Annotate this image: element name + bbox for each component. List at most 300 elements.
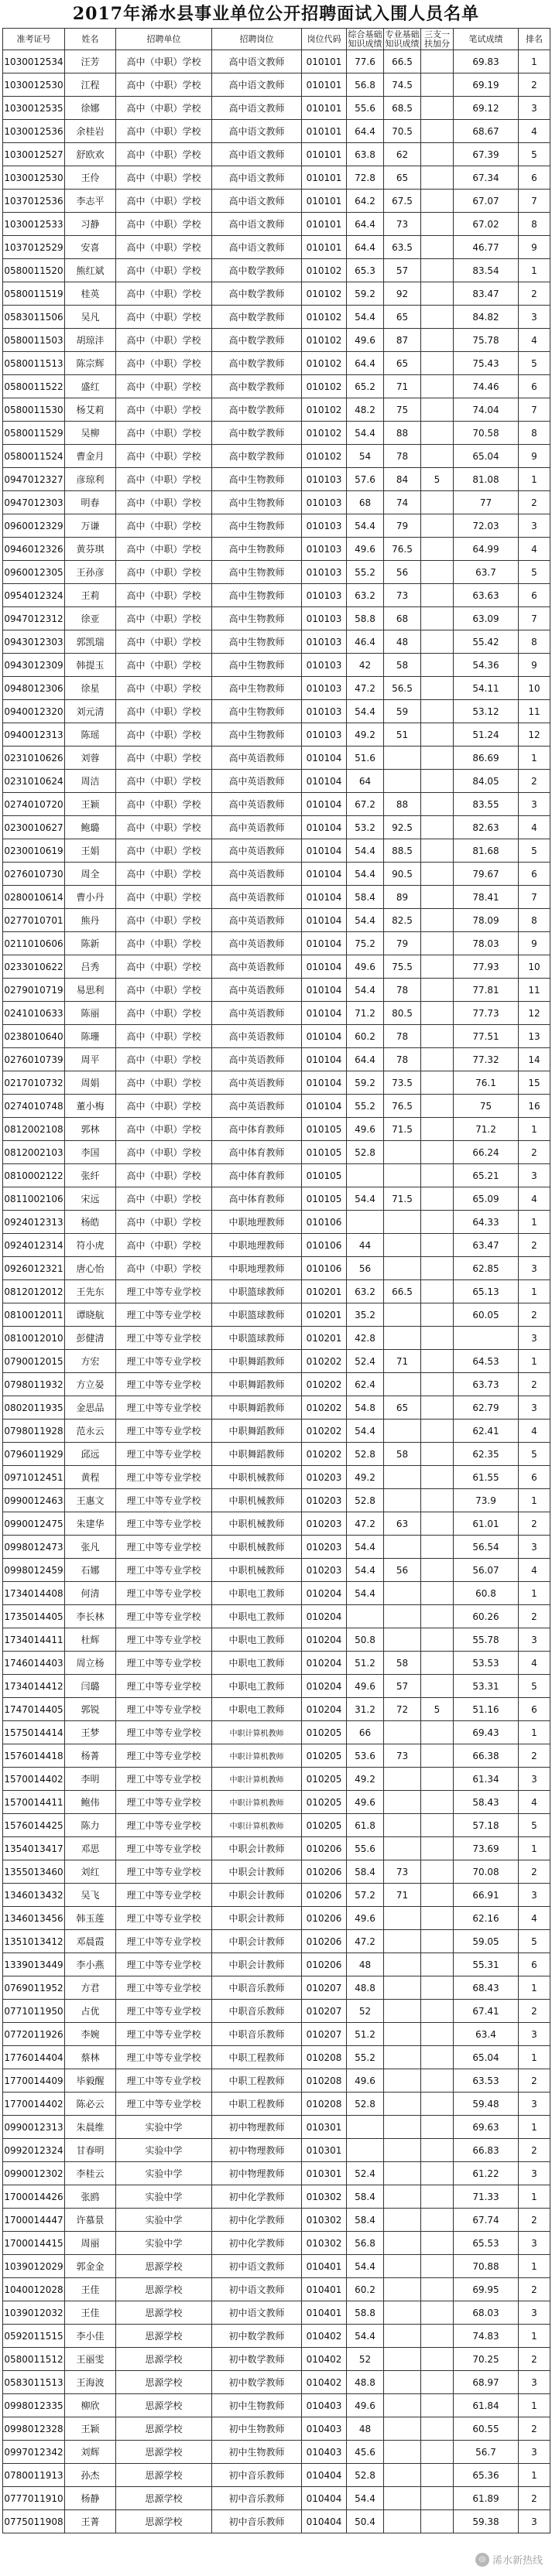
cell-position: 中职舞蹈教师 [212,1443,302,1466]
cell-professional-score [384,1164,421,1187]
cell-professional-score [384,1234,421,1257]
table-header-row [3,29,550,50]
cell-professional-score: 71.5 [384,1118,421,1141]
cell-position-code: 010208 [302,2069,347,2093]
cell-exam-id: 1030012530 [3,73,65,97]
cell-written-score: 77.93 [454,955,519,979]
table-row [3,561,550,584]
cell-rank: 4 [519,1420,550,1443]
cell-exam-id: 0790012015 [3,1350,65,1373]
cell-professional-score [384,2348,421,2371]
cell-bonus-points [421,770,454,793]
watermark-text: 浠水新热线 [492,2555,543,2567]
cell-name: 陈瑶 [65,723,116,746]
cell-general-score: 54.4 [347,700,384,723]
cell-position-code: 010104 [302,932,347,955]
cell-position: 中职机械教师 [212,1489,302,1512]
cell-general-score: 62.4 [347,1373,384,1396]
cell-name: 李志平 [65,190,116,213]
cell-exam-id: 0230010619 [3,839,65,863]
cell-written-score: 72.03 [454,514,519,538]
cell-exam-id: 0580011503 [3,329,65,352]
cell-employer: 高中（中职）学校 [116,143,212,166]
cell-position: 中职计算机教师 [212,1791,302,1814]
cell-bonus-points [421,677,454,700]
table-row [3,1420,550,1443]
cell-position-code: 010402 [302,2325,347,2348]
cell-general-score: 48.2 [347,398,384,422]
cell-exam-id: 1570014411 [3,1791,65,1814]
cell-bonus-points [421,1187,454,1211]
cell-employer: 高中（中职）学校 [116,1211,212,1234]
cell-rank: 6 [519,1698,550,1721]
cell-name: 韩提玉 [65,654,116,677]
cell-name: 方君 [65,1976,116,2000]
cell-position: 高中英语教师 [212,1025,302,1048]
cell-bonus-points [421,2417,454,2441]
cell-general-score: 48 [347,2417,384,2441]
table-row [3,1118,550,1141]
cell-written-score: 61.22 [454,2162,519,2185]
cell-exam-id: 0277010701 [3,909,65,932]
cell-written-score: 78.03 [454,932,519,955]
cell-position: 初中化学教师 [212,2209,302,2232]
table-row [3,1605,550,1628]
cell-general-score: 64.4 [347,236,384,259]
cell-written-score: 73.9 [454,1489,519,1512]
cell-professional-score: 76.5 [384,1095,421,1118]
cell-professional-score: 57 [384,259,421,282]
header-written-score: 笔试成绩 [454,29,519,50]
cell-professional-score: 88.5 [384,839,421,863]
cell-professional-score [384,1211,421,1234]
cell-bonus-points [421,746,454,770]
cell-professional-score: 56 [384,561,421,584]
cell-general-score: 49.2 [347,723,384,746]
cell-name: 王孙彦 [65,561,116,584]
table-row [3,2209,550,2232]
cell-position-code: 010404 [302,2464,347,2487]
cell-written-score: 51.24 [454,723,519,746]
cell-professional-score [384,1907,421,1930]
cell-employer: 理工中等专业学校 [116,2000,212,2023]
cell-position-code: 010301 [302,2162,347,2185]
cell-general-score: 48.8 [347,2371,384,2394]
cell-professional-score [384,2162,421,2185]
cell-employer: 思源学校 [116,2487,212,2510]
cell-name: 王惠文 [65,1489,116,1512]
cell-rank: 6 [519,375,550,398]
cell-employer: 高中（中职）学校 [116,746,212,770]
cell-written-score: 74.83 [454,2325,519,2348]
cell-professional-score [384,2209,421,2232]
cell-name: 陈力 [65,1814,116,1837]
cell-exam-id: 0279010719 [3,979,65,1002]
cell-position: 高中数学教师 [212,329,302,352]
cell-professional-score [384,1466,421,1489]
table-row [3,1048,550,1071]
cell-written-score: 61.89 [454,2487,519,2510]
cell-employer: 高中（中职）学校 [116,909,212,932]
table-row [3,1698,550,1721]
cell-position-code: 010103 [302,654,347,677]
cell-employer: 高中（中职）学校 [116,1095,212,1118]
cell-bonus-points [421,2487,454,2510]
table-row [3,1536,550,1559]
cell-bonus-points [421,1396,454,1420]
cell-position-code: 010206 [302,1860,347,1884]
cell-position-code: 010103 [302,561,347,584]
cell-position: 初中物理教师 [212,2116,302,2139]
table-row [3,2301,550,2325]
cell-written-score: 65.04 [454,2046,519,2069]
cell-rank: 2 [519,2209,550,2232]
cell-rank: 1 [519,2464,550,2487]
cell-bonus-points [421,2325,454,2348]
page-title: 2017年浠水县事业单位公开招聘面试入围人员名单 [72,4,480,24]
cell-bonus-points [421,2185,454,2209]
cell-rank: 3 [519,1396,550,1420]
cell-professional-score: 73 [384,1860,421,1884]
cell-professional-score: 73.5 [384,1071,421,1095]
cell-bonus-points [421,1814,454,1837]
table-row [3,1744,550,1768]
cell-rank: 4 [519,1559,550,1582]
table-row [3,2162,550,2185]
table-row [3,1489,550,1512]
cell-position-code: 010201 [302,1280,347,1303]
cell-position-code: 010404 [302,2510,347,2533]
cell-rank: 7 [519,886,550,909]
cell-name: 王伶 [65,166,116,190]
cell-general-score: 58.8 [347,607,384,630]
cell-rank: 10 [519,955,550,979]
cell-professional-score [384,2255,421,2278]
cell-position-code: 010102 [302,306,347,329]
cell-position-code: 010202 [302,1350,347,1373]
cell-professional-score: 59 [384,700,421,723]
table-row [3,2046,550,2069]
cell-position: 高中体育教师 [212,1187,302,1211]
cell-bonus-points [421,1420,454,1443]
cell-written-score: 67.07 [454,190,519,213]
cell-position: 高中数学教师 [212,352,302,375]
cell-exam-id: 1354013417 [3,1837,65,1860]
cell-rank: 5 [519,352,550,375]
cell-exam-id: 1700014426 [3,2185,65,2209]
cell-employer: 高中（中职）学校 [116,306,212,329]
cell-general-score: 64.2 [347,190,384,213]
cell-exam-id: 0998012473 [3,1536,65,1559]
cell-bonus-points [421,979,454,1002]
cell-rank: 1 [519,1837,550,1860]
cell-general-score: 64.4 [347,213,384,236]
cell-rank: 15 [519,1071,550,1095]
cell-professional-score [384,2487,421,2510]
cell-professional-score: 75 [384,398,421,422]
cell-professional-score: 72 [384,1698,421,1721]
cell-employer: 高中（中职）学校 [116,955,212,979]
cell-bonus-points [421,2278,454,2301]
cell-name: 董小梅 [65,1095,116,1118]
cell-position: 初中音乐教师 [212,2510,302,2533]
cell-employer: 高中（中职）学校 [116,700,212,723]
cell-written-score: 53.53 [454,1652,519,1675]
cell-exam-id: 0580011519 [3,282,65,306]
cell-rank: 16 [519,1095,550,1118]
cell-position: 高中生物教师 [212,654,302,677]
cell-name: 李桂云 [65,2162,116,2185]
cell-position: 初中数学教师 [212,2325,302,2348]
cell-employer: 高中（中职）学校 [116,352,212,375]
cell-name: 徐娜 [65,97,116,120]
cell-name: 李明 [65,1768,116,1791]
cell-position: 高中语文教师 [212,236,302,259]
cell-position: 高中英语教师 [212,746,302,770]
cell-professional-score [384,2023,421,2046]
table-row [3,1396,550,1420]
cell-written-score: 62.16 [454,1907,519,1930]
cell-general-score: 44 [347,1234,384,1257]
roster-body [3,50,550,2533]
cell-name: 熊红斌 [65,259,116,282]
cell-written-score: 65.13 [454,1280,519,1303]
cell-position-code: 010104 [302,816,347,839]
table-row [3,1837,550,1860]
table-row [3,2000,550,2023]
cell-name: 易思利 [65,979,116,1002]
cell-general-score: 42.8 [347,1327,384,1350]
cell-rank: 5 [519,1930,550,1953]
cell-position: 高中英语教师 [212,932,302,955]
cell-bonus-points [421,1976,454,2000]
cell-position: 中职机械教师 [212,1536,302,1559]
cell-general-score: 54.4 [347,1582,384,1605]
cell-bonus-points [421,50,454,73]
cell-rank: 3 [519,2093,550,2116]
table-row [3,1930,550,1953]
cell-rank: 2 [519,770,550,793]
cell-written-score: 55.31 [454,1953,519,1976]
cell-professional-score: 74 [384,491,421,514]
header-position-code: 岗位代码 [302,29,347,50]
cell-exam-id: 0231010626 [3,746,65,770]
cell-employer: 理工中等专业学校 [116,1373,212,1396]
cell-professional-score: 70.5 [384,120,421,143]
cell-position: 高中体育教师 [212,1164,302,1187]
cell-professional-score: 58 [384,1443,421,1466]
cell-rank: 3 [519,514,550,538]
cell-name: 吴飞 [65,1884,116,1907]
cell-position: 中职地理教师 [212,1234,302,1257]
cell-professional-score: 74.5 [384,73,421,97]
cell-rank: 1 [519,746,550,770]
cell-position-code: 010401 [302,2255,347,2278]
table-row [3,1025,550,1048]
cell-written-score: 63.4 [454,2023,519,2046]
cell-general-score: 71.2 [347,1002,384,1025]
cell-professional-score: 57 [384,1675,421,1698]
cell-professional-score: 84 [384,468,421,491]
cell-name: 王莉 [65,584,116,607]
cell-written-score: 83.54 [454,259,519,282]
cell-name: 陈新 [65,932,116,955]
cell-professional-score: 80.5 [384,1002,421,1025]
cell-exam-id: 1770014402 [3,2093,65,2116]
cell-name: 许慕景 [65,2209,116,2232]
cell-rank: 1 [519,2255,550,2278]
cell-employer: 理工中等专业学校 [116,1489,212,1512]
cell-position: 高中数学教师 [212,306,302,329]
cell-general-score: 61.8 [347,1814,384,1837]
cell-position: 中职电工教师 [212,1605,302,1628]
cell-rank: 5 [519,143,550,166]
cell-general-score: 58.4 [347,886,384,909]
cell-bonus-points [421,282,454,306]
cell-position-code: 010106 [302,1234,347,1257]
cell-employer: 理工中等专业学校 [116,1930,212,1953]
cell-name: 杨皓 [65,1211,116,1234]
cell-rank: 5 [519,839,550,863]
cell-written-score: 65.09 [454,1187,519,1211]
cell-exam-id: 0238010640 [3,1025,65,1048]
cell-exam-id: 0954012324 [3,584,65,607]
cell-employer: 高中（中职）学校 [116,839,212,863]
cell-rank: 3 [519,2371,550,2394]
cell-position-code: 010201 [302,1303,347,1327]
cell-bonus-points [421,1466,454,1489]
cell-general-score: 49.6 [347,2394,384,2417]
cell-position-code: 010404 [302,2487,347,2510]
cell-name: 周洁 [65,770,116,793]
cell-position: 高中数学教师 [212,282,302,306]
cell-position: 高中体育教师 [212,1118,302,1141]
cell-name: 习静 [65,213,116,236]
cell-bonus-points [421,2139,454,2162]
cell-professional-score [384,2185,421,2209]
cell-name: 杜辉 [65,1628,116,1652]
cell-bonus-points [421,306,454,329]
cell-position: 初中物理教师 [212,2139,302,2162]
cell-written-score: 71.2 [454,1118,519,1141]
cell-rank: 2 [519,1234,550,1257]
cell-employer: 实验中学 [116,2116,212,2139]
cell-name: 杨静 [65,2487,116,2510]
cell-position-code: 010104 [302,1095,347,1118]
cell-rank: 8 [519,630,550,654]
cell-position: 初中物理教师 [212,2162,302,2185]
cell-employer: 理工中等专业学校 [116,1628,212,1652]
cell-professional-score [384,1930,421,1953]
cell-bonus-points [421,2301,454,2325]
cell-exam-id: 0233010622 [3,955,65,979]
cell-rank: 1 [519,2185,550,2209]
cell-position-code: 010103 [302,700,347,723]
cell-name: 吕秀 [65,955,116,979]
table-row [3,700,550,723]
cell-name: 吴柳 [65,422,116,445]
cell-professional-score [384,2116,421,2139]
cell-name: 周娟 [65,1071,116,1095]
cell-bonus-points [421,2348,454,2371]
cell-bonus-points [421,259,454,282]
cell-written-score: 63.7 [454,561,519,584]
cell-rank: 9 [519,654,550,677]
table-row [3,1095,550,1118]
cell-exam-id: 1339013449 [3,1953,65,1976]
cell-exam-id: 1351013412 [3,1930,65,1953]
cell-written-score: 61.34 [454,1768,519,1791]
cell-written-score: 63.47 [454,1234,519,1257]
cell-employer: 理工中等专业学校 [116,1884,212,1907]
cell-employer: 理工中等专业学校 [116,1768,212,1791]
cell-exam-id: 0772011926 [3,2023,65,2046]
cell-bonus-points [421,2023,454,2046]
cell-written-score: 69.83 [454,50,519,73]
cell-employer: 高中（中职）学校 [116,445,212,468]
cell-professional-score [384,1373,421,1396]
cell-bonus-points [421,1860,454,1884]
cell-exam-id: 0810002122 [3,1164,65,1187]
cell-employer: 高中（中职）学校 [116,816,212,839]
cell-rank: 3 [519,1768,550,1791]
cell-position-code: 010101 [302,143,347,166]
cell-professional-score [384,2325,421,2348]
cell-rank: 7 [519,607,550,630]
table-row [3,445,550,468]
cell-bonus-points [421,863,454,886]
table-row [3,1466,550,1489]
cell-bonus-points [421,236,454,259]
cell-employer: 思源学校 [116,2417,212,2441]
cell-employer: 理工中等专业学校 [116,1814,212,1837]
table-row [3,375,550,398]
cell-position: 高中数学教师 [212,375,302,398]
table-row [3,468,550,491]
cell-position-code: 010206 [302,1907,347,1930]
cell-rank: 2 [519,1303,550,1327]
cell-rank: 5 [519,1675,550,1698]
cell-name: 舒欧欢 [65,143,116,166]
roster-table [2,28,550,2533]
table-row [3,398,550,422]
cell-professional-score: 88 [384,793,421,816]
cell-exam-id: 1734014412 [3,1675,65,1698]
cell-written-score: 78.41 [454,886,519,909]
table-row [3,73,550,97]
cell-rank: 2 [519,1512,550,1536]
table-row [3,723,550,746]
cell-rank: 2 [519,1860,550,1884]
cell-general-score: 77.6 [347,50,384,73]
cell-position-code: 010101 [302,166,347,190]
table-row [3,1860,550,1884]
header-employer: 招聘单位 [116,29,212,50]
cell-rank: 2 [519,2348,550,2371]
cell-general-score: 54.4 [347,306,384,329]
table-row [3,282,550,306]
cell-exam-id: 0771011950 [3,2000,65,2023]
cell-position: 高中英语教师 [212,793,302,816]
cell-professional-score: 66.5 [384,50,421,73]
cell-position-code: 010302 [302,2209,347,2232]
cell-exam-id: 1346013432 [3,1884,65,1907]
cell-position-code: 010104 [302,839,347,863]
table-row [3,2255,550,2278]
cell-exam-id: 1575014414 [3,1721,65,1744]
cell-general-score: 54.8 [347,1396,384,1420]
cell-written-score: 56.07 [454,1559,519,1582]
